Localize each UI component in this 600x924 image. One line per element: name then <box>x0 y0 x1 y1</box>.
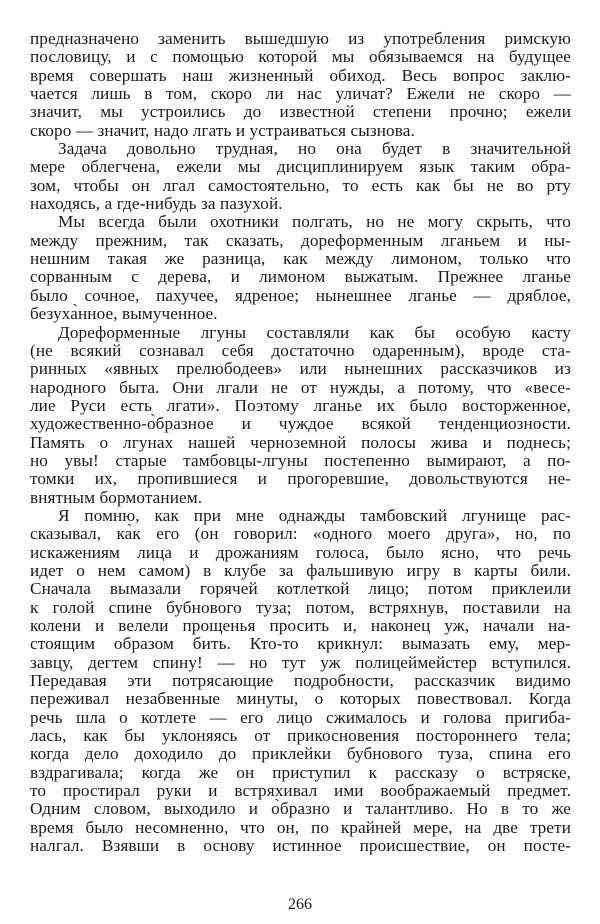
text-line: Мы всегда были охотники полгать, но не могу скрыть, что <box>58 212 571 232</box>
text-line: скоро — значит, надо лгать и устраиваться сызнова. <box>30 120 415 140</box>
text-line: стоящим образом бить. Кто-то крикнул: вымазать ему, мер- <box>30 634 571 654</box>
text-line: к голой спине бубнового туза; потом, встряхнув, поставили на <box>30 597 571 617</box>
page-number: 266 <box>288 896 312 913</box>
text-line: Передавая эти потрясающие подробности, рассказчик видимо <box>30 671 571 691</box>
text-line: пословицу, и с помощью которой мы обязываемся на будущее <box>30 47 571 67</box>
text-line: было сочное, пахучее, ядреное; нынешнее лганье — дряблое, <box>30 285 571 305</box>
text-line: (не всякий сознавал себя достаточно одаренным), вроде ста- <box>30 340 571 360</box>
text-line: нешним такая же разница, как между лимоном, только что <box>30 249 571 269</box>
text-line: речь шла о котлете — его лицо сжималось и голова пригиба- <box>30 707 571 727</box>
text-line: зом, чтобы он лгал самостоятельно, то есть как бы не во рту <box>30 175 571 195</box>
paragraph <box>30 30 571 140</box>
text-line: искажениям лица и дрожаниям голоса, было ясно, что речь <box>30 542 571 562</box>
paragraph <box>30 507 571 856</box>
text-line: идет о нем самом) в клубе за фальшивую игру в карты били. <box>30 560 571 580</box>
text-line: завцу, дегтем спину! — но тут уж полицеймейстер вступился. <box>30 652 571 672</box>
text-line: колени и велели прощенья просить и, наконец уж, начали на- <box>30 616 571 635</box>
text-line: лась, как бы уклоняясь от прикосновения постороннего тела; <box>30 726 571 746</box>
text-line: ринных «явных прелюбодеев» или нынешних рассказчиков из <box>30 359 571 379</box>
paragraph <box>30 213 571 323</box>
paragraph <box>30 324 571 507</box>
text-line: время совершать наш жизненный обиход. Весь вопрос заклю- <box>30 65 571 85</box>
text-line: вздрагивала; когда же он приступил к рассказу о встряске, <box>30 762 571 782</box>
text-line: находясь, а где-нибудь за пазухой. <box>30 194 283 214</box>
text-line: Память о лгунах нашей черноземной полосы жива и поднесь; <box>30 432 571 452</box>
text-line: когда дело доходило до приклейки бубнового туза, спина его <box>30 744 571 764</box>
text-line: безуха̀нное, вымученное. <box>30 304 218 324</box>
text-line: Задача довольно трудная, но она будет в значительной <box>58 139 571 159</box>
text-line: чается лишь в том, скоро ли нас уличат? Ежели не скоро — <box>30 84 571 104</box>
text-line: предназначено заменить вышедшую из употребления римскую <box>30 29 571 48</box>
book-page-text <box>30 30 571 855</box>
text-line: лие Руси есть лгати». Поэтому лганье их было восторженное, <box>30 395 571 415</box>
text-line: Дореформенные лгуны составляли как бы особую касту <box>58 322 571 342</box>
text-line: время было несомненно, что он, по крайней мере, на две трети <box>30 817 571 837</box>
text-line: мере облегчена, ежели мы дисциплинируем язык таким обра- <box>30 157 571 177</box>
text-line: художественно-о̀бразное и чуждое всякой тенденциозности. <box>30 414 571 434</box>
text-line: Сначала вымазали горячей котлеткой лицо; потом приклеили <box>30 579 571 599</box>
text-line: но увы! старые тамбовцы-лгуны постепенно вымирают, а по- <box>30 450 571 470</box>
text-line: внятным бормотанием. <box>30 487 203 507</box>
text-line: Одним словом, выходило и о̀бразно и талантливо. Но в то же <box>30 799 571 819</box>
text-line: сказывал, ка̀к его (он говорил: «одного моего друга», но, по <box>30 524 571 544</box>
text-line: томки их, пропившиеся и прогоревшие, довольствуются не- <box>30 469 571 489</box>
text-line: народного быта. Они лгали не от нужды, а потому, что «весе- <box>30 377 571 397</box>
text-line: между прежним, так сказать, дореформенным лганьем и ны- <box>30 230 571 250</box>
text-line: то простирал руки и встряхивал ими воображаемый предмет. <box>30 781 571 801</box>
text-line: переживал незабвенные минуты, о которых повествовал. Когда <box>30 689 571 709</box>
text-line: Я помню, как при мне однажды тамбовский лгунище рас- <box>58 505 571 525</box>
text-line: сорванным с дерева, и лимоном выжатым. Прежнее лганье <box>30 267 571 287</box>
paragraph <box>30 140 571 213</box>
text-line: налгал. Взявши в основу истинное происшествие, он посте- <box>30 836 571 856</box>
text-line: значит, мы устроились до известной степени прочно; ежели <box>30 102 571 122</box>
